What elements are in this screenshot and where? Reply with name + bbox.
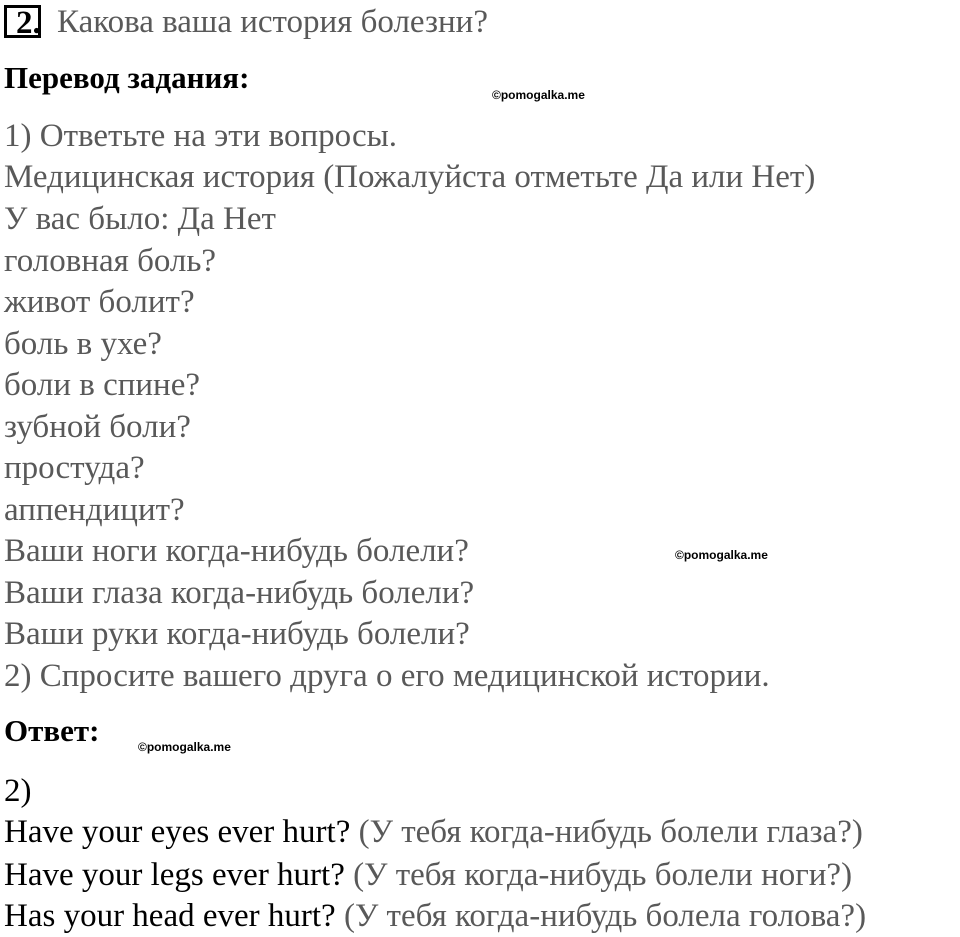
translation-line: зубной боли? xyxy=(4,409,191,445)
translation-line: боли в спине? xyxy=(4,367,200,403)
answer-heading: Ответ: xyxy=(4,713,100,748)
translation-line: Ваши глаза когда-нибудь болели? xyxy=(4,575,475,611)
task-number-box xyxy=(4,5,41,41)
answer-russian: (У тебя когда-нибудь болели глаза?) xyxy=(350,814,863,850)
watermark: ©pomogalka.me xyxy=(675,548,768,562)
translation-line: боль в ухе? xyxy=(4,326,162,362)
answer-english: Have your eyes ever hurt? xyxy=(4,814,351,850)
translation-line: живот болит? xyxy=(4,284,195,320)
answer-russian: (У тебя когда-нибудь болели ноги?) xyxy=(344,857,853,893)
translation-line: головная боль? xyxy=(4,243,217,279)
answer-english: Have your legs ever hurt? xyxy=(4,857,345,893)
task-title: Какова ваша история болезни? xyxy=(57,4,488,40)
answer-item xyxy=(4,812,863,852)
watermark: ©pomogalka.me xyxy=(492,88,585,102)
translation-line: У вас было: Да Нет xyxy=(4,201,276,237)
answer-item xyxy=(4,896,866,936)
answer-label: 2) xyxy=(4,773,32,809)
translation-line: Ваши ноги когда-нибудь болели? xyxy=(4,533,469,569)
translation-heading: Перевод задания: xyxy=(4,60,250,95)
answer-item xyxy=(4,855,852,895)
translation-line: простуда? xyxy=(4,450,145,486)
answer-english: Has your head ever hurt? xyxy=(4,898,336,934)
translation-line: 1) Ответьте на эти вопросы. xyxy=(4,118,398,154)
translation-line: Ваши руки когда-нибудь болели? xyxy=(4,616,470,652)
translation-line: аппендицит? xyxy=(4,492,185,528)
watermark: ©pomogalka.me xyxy=(138,740,231,754)
task-number: 2. xyxy=(16,5,41,41)
answer-russian: (У тебя когда-нибудь болела голова?) xyxy=(335,898,867,934)
translation-line: Медицинская история (Пожалуйста отметьте Да или Нет) xyxy=(4,159,816,195)
translation-line: 2) Спросите вашего друга о его медицинской истории. xyxy=(4,658,770,694)
